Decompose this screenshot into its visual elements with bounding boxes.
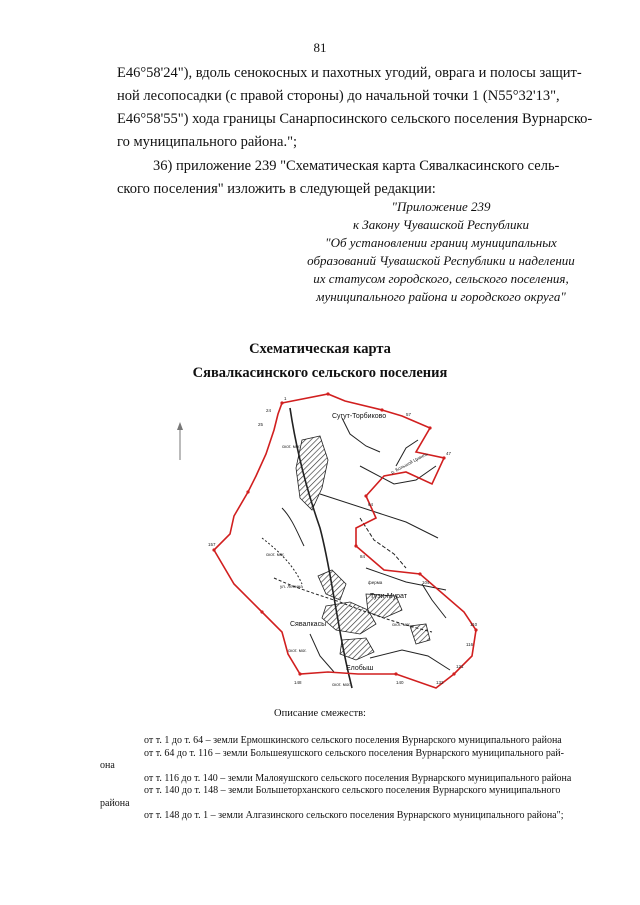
text-line: го муниципального района.";: [117, 134, 298, 150]
adjacency-item: от т. 64 до т. 116 – земли Большеяушского сельского поселения Вурнарского муниципального рай-: [144, 747, 564, 759]
map-label: скот. мог.: [266, 552, 285, 557]
point-number: 1: [284, 396, 287, 401]
point-number: 132: [436, 680, 444, 685]
paragraph-continuation: [117, 62, 595, 154]
appendix-line: муниципального района и городского округа": [316, 289, 566, 304]
adjacency-list: [100, 735, 598, 823]
map-label: ферма: [368, 580, 383, 585]
point-number: 104: [422, 580, 430, 585]
text-line: ной лесопосадки (с правой стороны) до начальной точки 1 (N55°32'13",: [117, 88, 560, 104]
map-label-elobysh: Елобыш: [346, 665, 374, 672]
adjacency-item: от т. 116 до т. 140 – земли Малояушского сельского поселения Вурнарского муниципального района: [144, 772, 572, 784]
adjacency-item: от т. 148 до т. 1 – земли Алгазинского сельского поселения Вурнарского муниципального района";: [144, 810, 564, 821]
text-line: E46°58'24"), вдоль сенокосных и пахотных угодий, оврага и полосы защит-: [117, 65, 582, 81]
map-title-line: Сявалкасинского сельского поселения: [192, 365, 448, 381]
map-label: ул. Ленина: [280, 584, 303, 589]
map-label: скот. мог.: [288, 648, 307, 653]
appendix-line: их статусом городского, сельского поселения,: [313, 271, 569, 286]
point-number: 157: [208, 542, 216, 547]
point-number: 121: [456, 664, 464, 669]
adjacency-item: от т. 1 до т. 64 – земли Ермошкинского сельского поселения Вурнарского муниципального района: [144, 735, 562, 746]
map-label-syavalkasy: Сявалкасы: [290, 621, 327, 628]
appendix-line: "Приложение 239: [391, 199, 491, 214]
map-label: скот. мог.: [392, 622, 411, 627]
point-number: 110: [470, 622, 478, 627]
map-label: скот. мог.: [282, 444, 301, 449]
map-label-sugut-torbikovo: Сугут-Торбиково: [332, 413, 387, 420]
legend-title: Описание смежеств:: [274, 708, 366, 719]
point-number: 140: [396, 680, 404, 685]
point-number: 116: [466, 642, 474, 647]
map-label: р. Большой Цивиль: [390, 451, 429, 475]
point-number: 24: [266, 408, 272, 413]
map-label-tuzi-murat: Тузи-Мурат: [370, 593, 408, 600]
map-title: [0, 337, 640, 385]
schematic-map: [170, 388, 486, 700]
point-number: 148: [294, 680, 302, 685]
north-arrow-icon: [177, 422, 183, 460]
appendix-line: "Об установлении границ муниципальных: [325, 235, 557, 250]
map-label: скот. мог.: [332, 682, 351, 687]
adjacency-item: от т. 140 до т. 148 – земли Большеторханского сельского поселения Вурнарского муниципального: [144, 785, 561, 796]
point-number: 25: [258, 422, 264, 427]
appendix-line: образований Чувашской Республики и наделении: [307, 253, 575, 268]
map-svg: [170, 388, 486, 700]
point-number: 64: [368, 502, 374, 507]
page-number: 81: [313, 40, 327, 55]
paragraph-item-36: [117, 155, 595, 201]
adjacency-item-continuation: района: [100, 797, 130, 809]
point-number: 84: [360, 554, 366, 559]
map-title-line: Схематическая карта: [249, 341, 391, 357]
point-number: 47: [446, 451, 452, 456]
appendix-header: [290, 198, 592, 306]
text-line: ского поселения" изложить в следующей редакции:: [117, 181, 436, 197]
appendix-line: к Закону Чувашской Республики: [352, 217, 530, 232]
text-line: E46°58'55") хода границы Санарпосинского сельского поселения Вурнарско-: [117, 111, 593, 127]
point-number: 57: [406, 412, 412, 417]
settlement-area: [296, 436, 328, 510]
boundary-points: [212, 392, 477, 675]
text-line: 36) приложение 239 "Схематическая карта Сявалкасинского сель-: [153, 158, 560, 174]
adjacency-item-continuation: она: [100, 760, 115, 771]
